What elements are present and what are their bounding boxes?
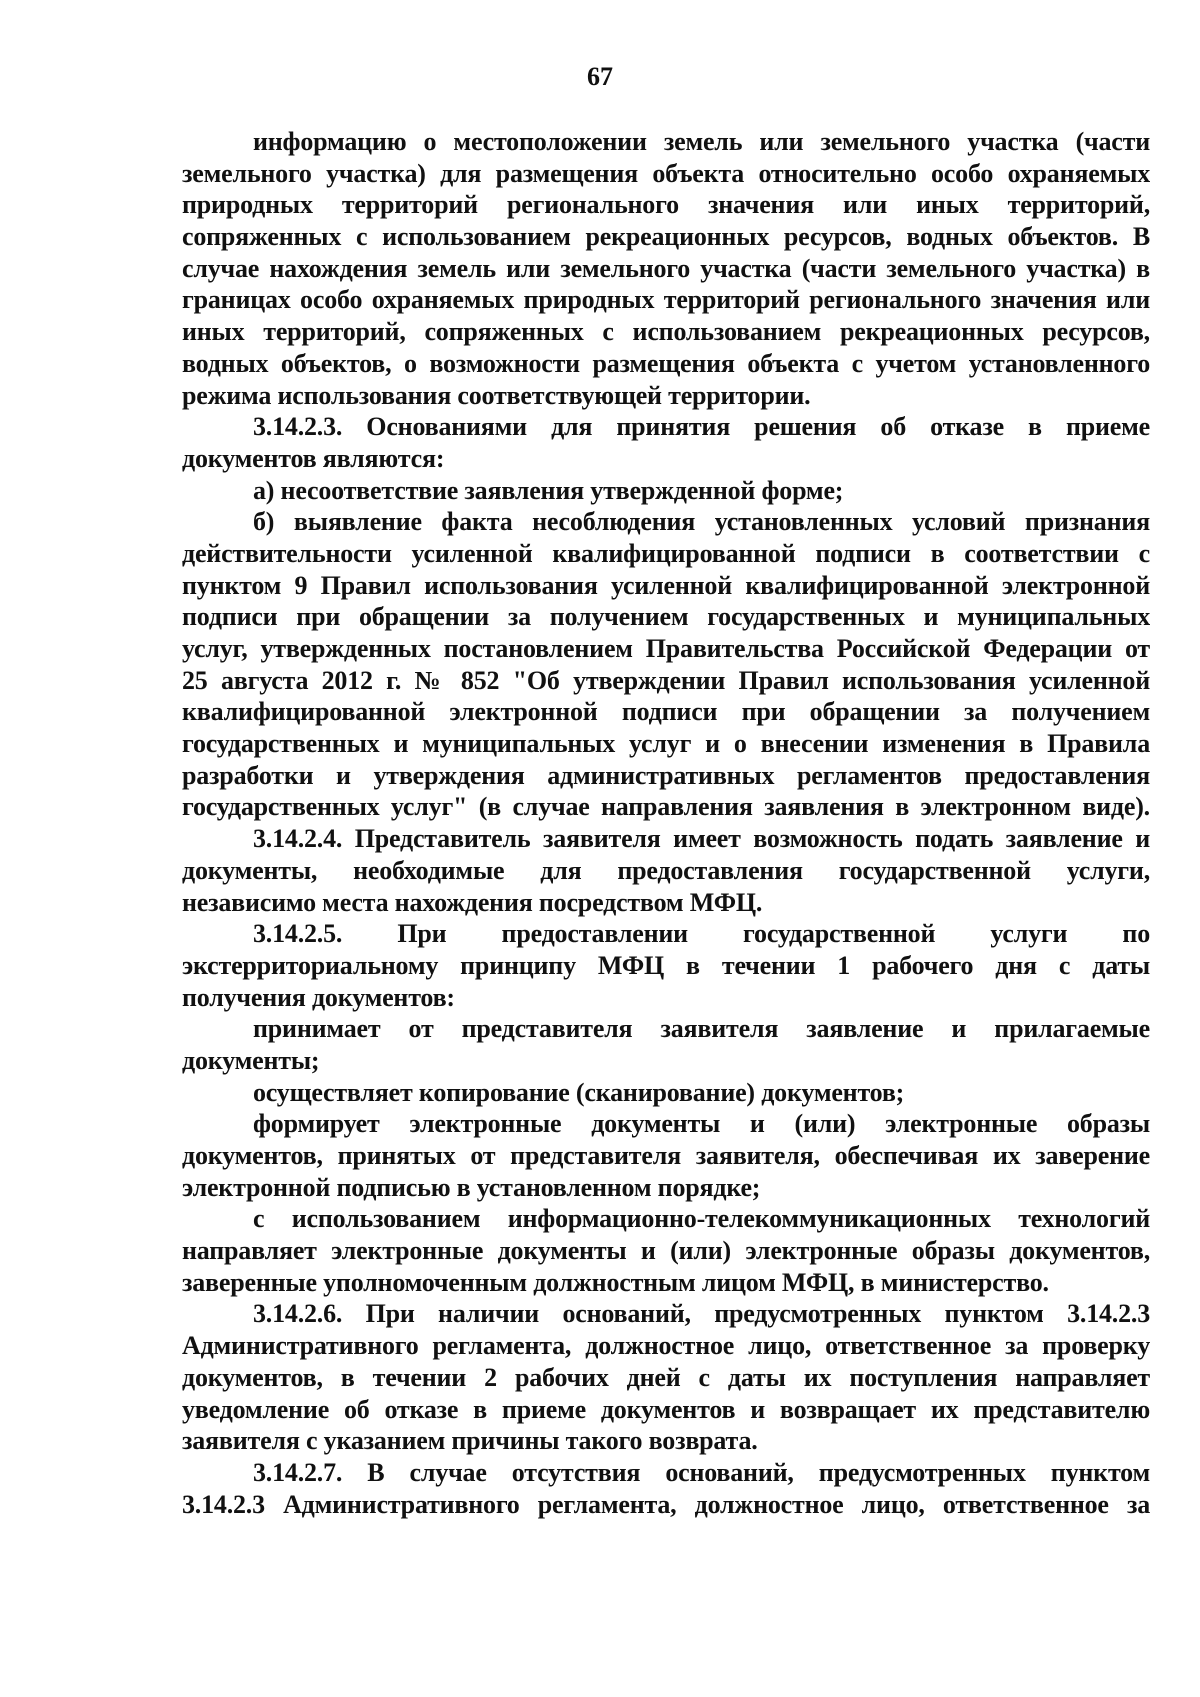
text-line: 3.14.2.6. При наличии оснований, предусмотренных пунктом 3.14.2.3 xyxy=(253,1299,1150,1329)
text-line: государственных услуг" (в случае направления заявления в электронном виде). xyxy=(182,792,1150,822)
text-line: Административного регламента, должностное лицо, ответственное за проверку xyxy=(182,1331,1150,1361)
text-line: режима использования соответствующей территории. xyxy=(182,380,811,410)
text-line: разработки и утверждения административных регламентов предоставления xyxy=(182,760,1150,790)
text-line: экстерриториальному принципу МФЦ в течении 1 рабочего дня с даты xyxy=(182,950,1150,980)
text-line: услуг, утвержденных постановлением Правительства Российской Федерации от xyxy=(182,634,1150,663)
text-line: информацию о местоположении земель или земельного участка (части xyxy=(253,127,1150,156)
text-line: 3.14.2.4. Представитель заявителя имеет возможность подать заявление и xyxy=(253,824,1150,854)
text-line: документов, в течении 2 рабочих дней с даты их поступления направляет xyxy=(182,1362,1150,1392)
text-line: принимает от представителя заявителя заявление и прилагаемые xyxy=(253,1014,1150,1044)
text-line: получения документов: xyxy=(182,982,455,1012)
page-number: 67 xyxy=(587,62,613,91)
text-line: документы; xyxy=(182,1045,320,1075)
text-line: 3.14.2.5. При предоставлении государственной услуги по xyxy=(253,919,1150,949)
text-line: государственных и муниципальных услуг и о внесении изменения в Правила xyxy=(182,729,1150,759)
text-line: 3.14.2.3 Административного регламента, должностное лицо, ответственное за xyxy=(182,1489,1150,1519)
text-line: 3.14.2.3. Основаниями для принятия решения об отказе в приеме xyxy=(253,412,1150,442)
text-line: пунктом 9 Правил использования усиленной квалифицированной электронной xyxy=(182,570,1150,600)
text-line: формирует электронные документы и (или) электронные образы xyxy=(253,1109,1150,1139)
text-line: электронной подписью в установленном порядке; xyxy=(182,1172,761,1202)
text-line: квалифицированной электронной подписи при обращении за получением xyxy=(182,697,1150,727)
text-line: случае нахождения земель или земельного участка (части земельного участка) в xyxy=(182,253,1150,283)
text-line: действительности усиленной квалифицированной подписи в соответствии с xyxy=(182,538,1150,568)
text-line: границах особо охраняемых природных территорий регионального значения или xyxy=(182,285,1150,315)
text-line: подписи при обращении за получением государственных и муниципальных xyxy=(182,602,1150,632)
text-line: с использованием информационно-телекоммуникационных технологий xyxy=(253,1204,1150,1234)
body-text xyxy=(182,126,1150,1520)
text-line: документы, необходимые для предоставления государственной услуги, xyxy=(182,855,1150,885)
text-line: направляет электронные документы и (или) электронные образы документов, xyxy=(182,1236,1150,1266)
text-line: заявителя с указанием причины такого возврата. xyxy=(182,1426,758,1456)
text-line: заверенные уполномоченным должностным лицом МФЦ, в министерство. xyxy=(182,1267,1049,1297)
text-line: уведомление об отказе в приеме документов и возвращает их представителю xyxy=(182,1394,1150,1424)
text-line: б) выявление факта несоблюдения установленных условий признания xyxy=(253,507,1150,537)
text-line: сопряженных с использованием рекреационных ресурсов, водных объектов. В xyxy=(182,222,1150,252)
text-line: независимо места нахождения посредством МФЦ. xyxy=(182,887,763,917)
text-line: документов, принятых от представителя заявителя, обеспечивая их заверение xyxy=(182,1141,1150,1170)
text-line: иных территорий, сопряженных с использованием рекреационных ресурсов, xyxy=(182,317,1150,347)
text-line: а) несоответствие заявления утвержденной форме; xyxy=(253,475,844,505)
text-line: осуществляет копирование (сканирование) документов; xyxy=(253,1077,905,1107)
text-line: 3.14.2.7. В случае отсутствия оснований, предусмотренных пунктом xyxy=(253,1457,1150,1487)
text-line: 25 августа 2012 г. № 852 "Об утверждении Правил использования усиленной xyxy=(182,665,1150,695)
text-line: природных территорий регионального значения или иных территорий, xyxy=(182,190,1150,220)
text-line: земельного участка) для размещения объекта относительно особо охраняемых xyxy=(182,158,1150,188)
text-line: водных объектов, о возможности размещения объекта с учетом установленного xyxy=(182,348,1150,378)
text-line: документов являются: xyxy=(182,443,445,473)
